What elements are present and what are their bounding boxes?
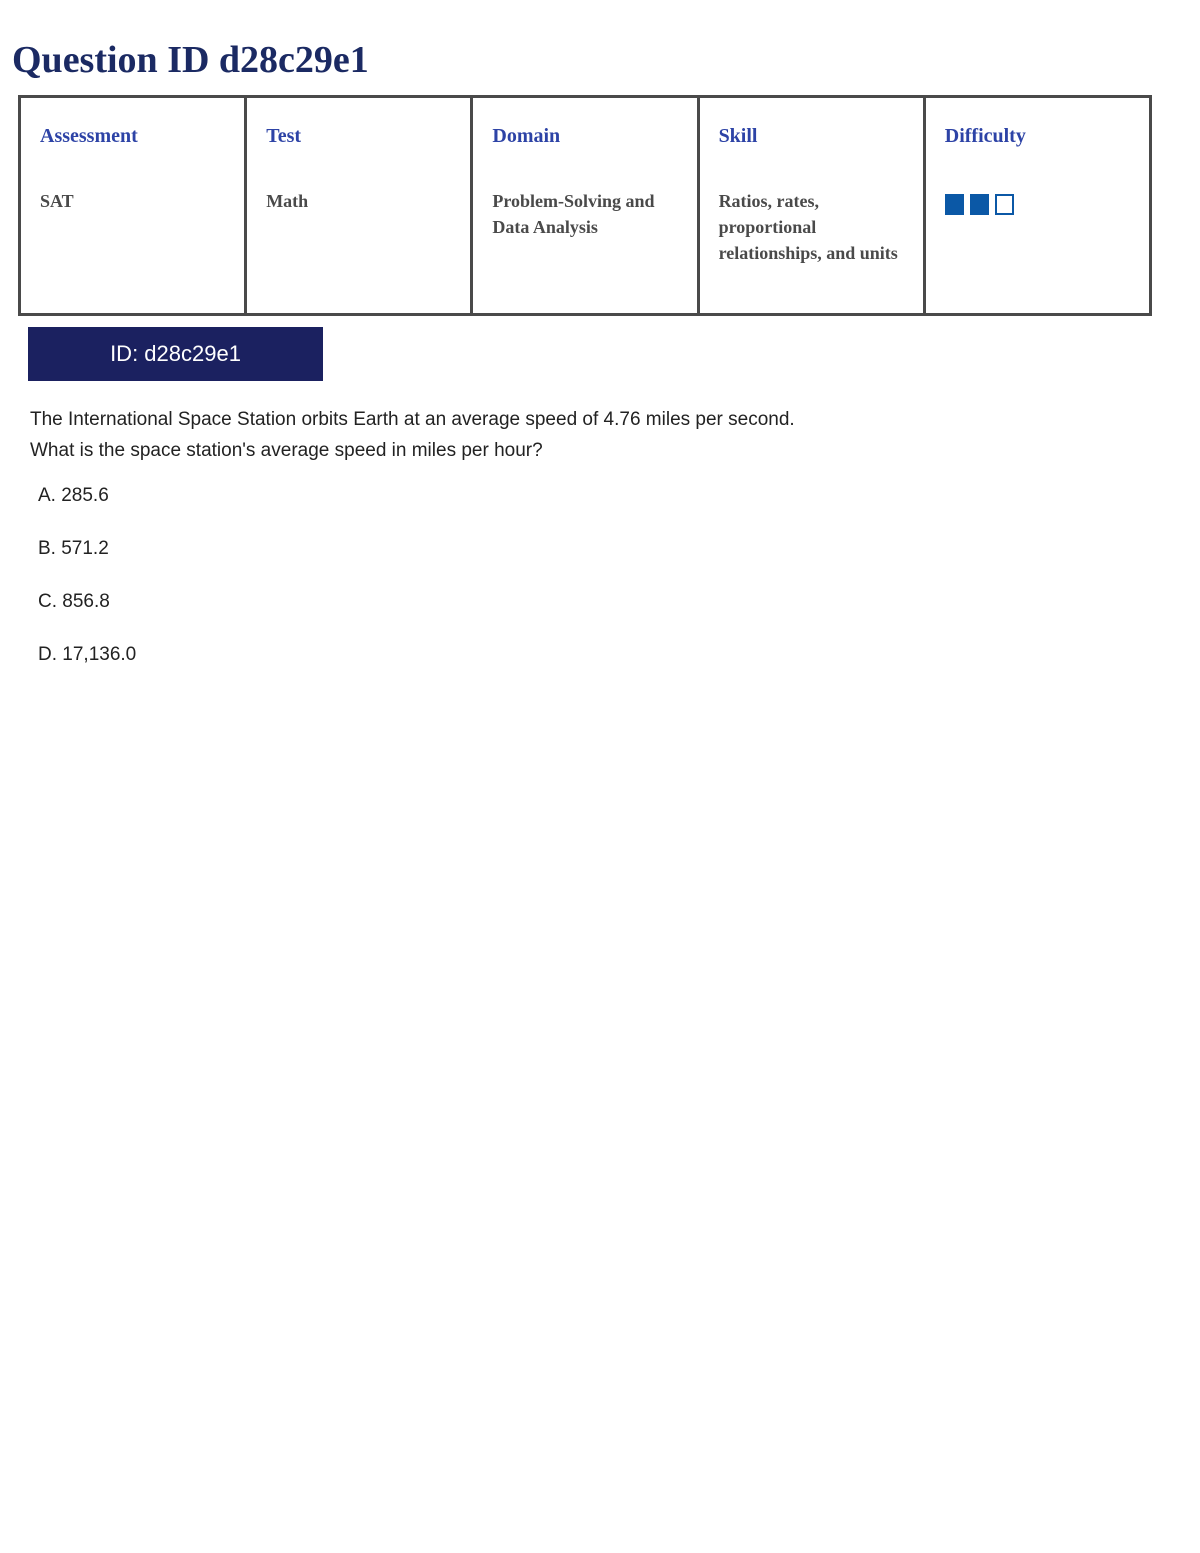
difficulty-box-filled: [970, 194, 989, 215]
difficulty-box-filled: [945, 194, 964, 215]
assessment-label: Assessment: [40, 125, 138, 147]
domain-label: Domain: [492, 125, 561, 147]
answer-choice-b[interactable]: B. 571.2: [38, 538, 109, 559]
question-meta-table: [18, 95, 1152, 316]
skill-value: Ratios, rates, proportional relationships, and units: [718, 191, 898, 263]
difficulty-box-empty: [995, 194, 1014, 215]
test-label: Test: [266, 125, 302, 147]
test-value: Math: [266, 191, 309, 211]
difficulty-indicator: [945, 194, 1131, 215]
domain-value: Problem-Solving and Data Analysis: [492, 191, 655, 237]
difficulty-label: Difficulty: [944, 125, 1026, 147]
answer-choice-c[interactable]: C. 856.8: [38, 591, 110, 612]
question-text: The International Space Station orbits Earth at an average speed of 4.76 miles per second. What is the space station's average speed in miles per hour?: [30, 409, 795, 461]
page-title: Question ID d28c29e1: [12, 39, 369, 81]
meta-cell-assessment: [20, 97, 246, 315]
answer-choices: [38, 482, 136, 694]
answer-choice-d[interactable]: D. 17,136.0: [38, 644, 137, 665]
question-id-banner: ID: d28c29e1: [28, 327, 323, 381]
meta-cell-skill: [698, 97, 924, 315]
skill-label: Skill: [718, 125, 758, 147]
answer-choice-a[interactable]: A. 285.6: [38, 485, 109, 506]
meta-row: [20, 97, 1151, 315]
assessment-value: SAT: [40, 191, 74, 211]
meta-cell-test: [246, 97, 472, 315]
meta-cell-domain: [472, 97, 698, 315]
meta-cell-difficulty: [924, 97, 1150, 315]
